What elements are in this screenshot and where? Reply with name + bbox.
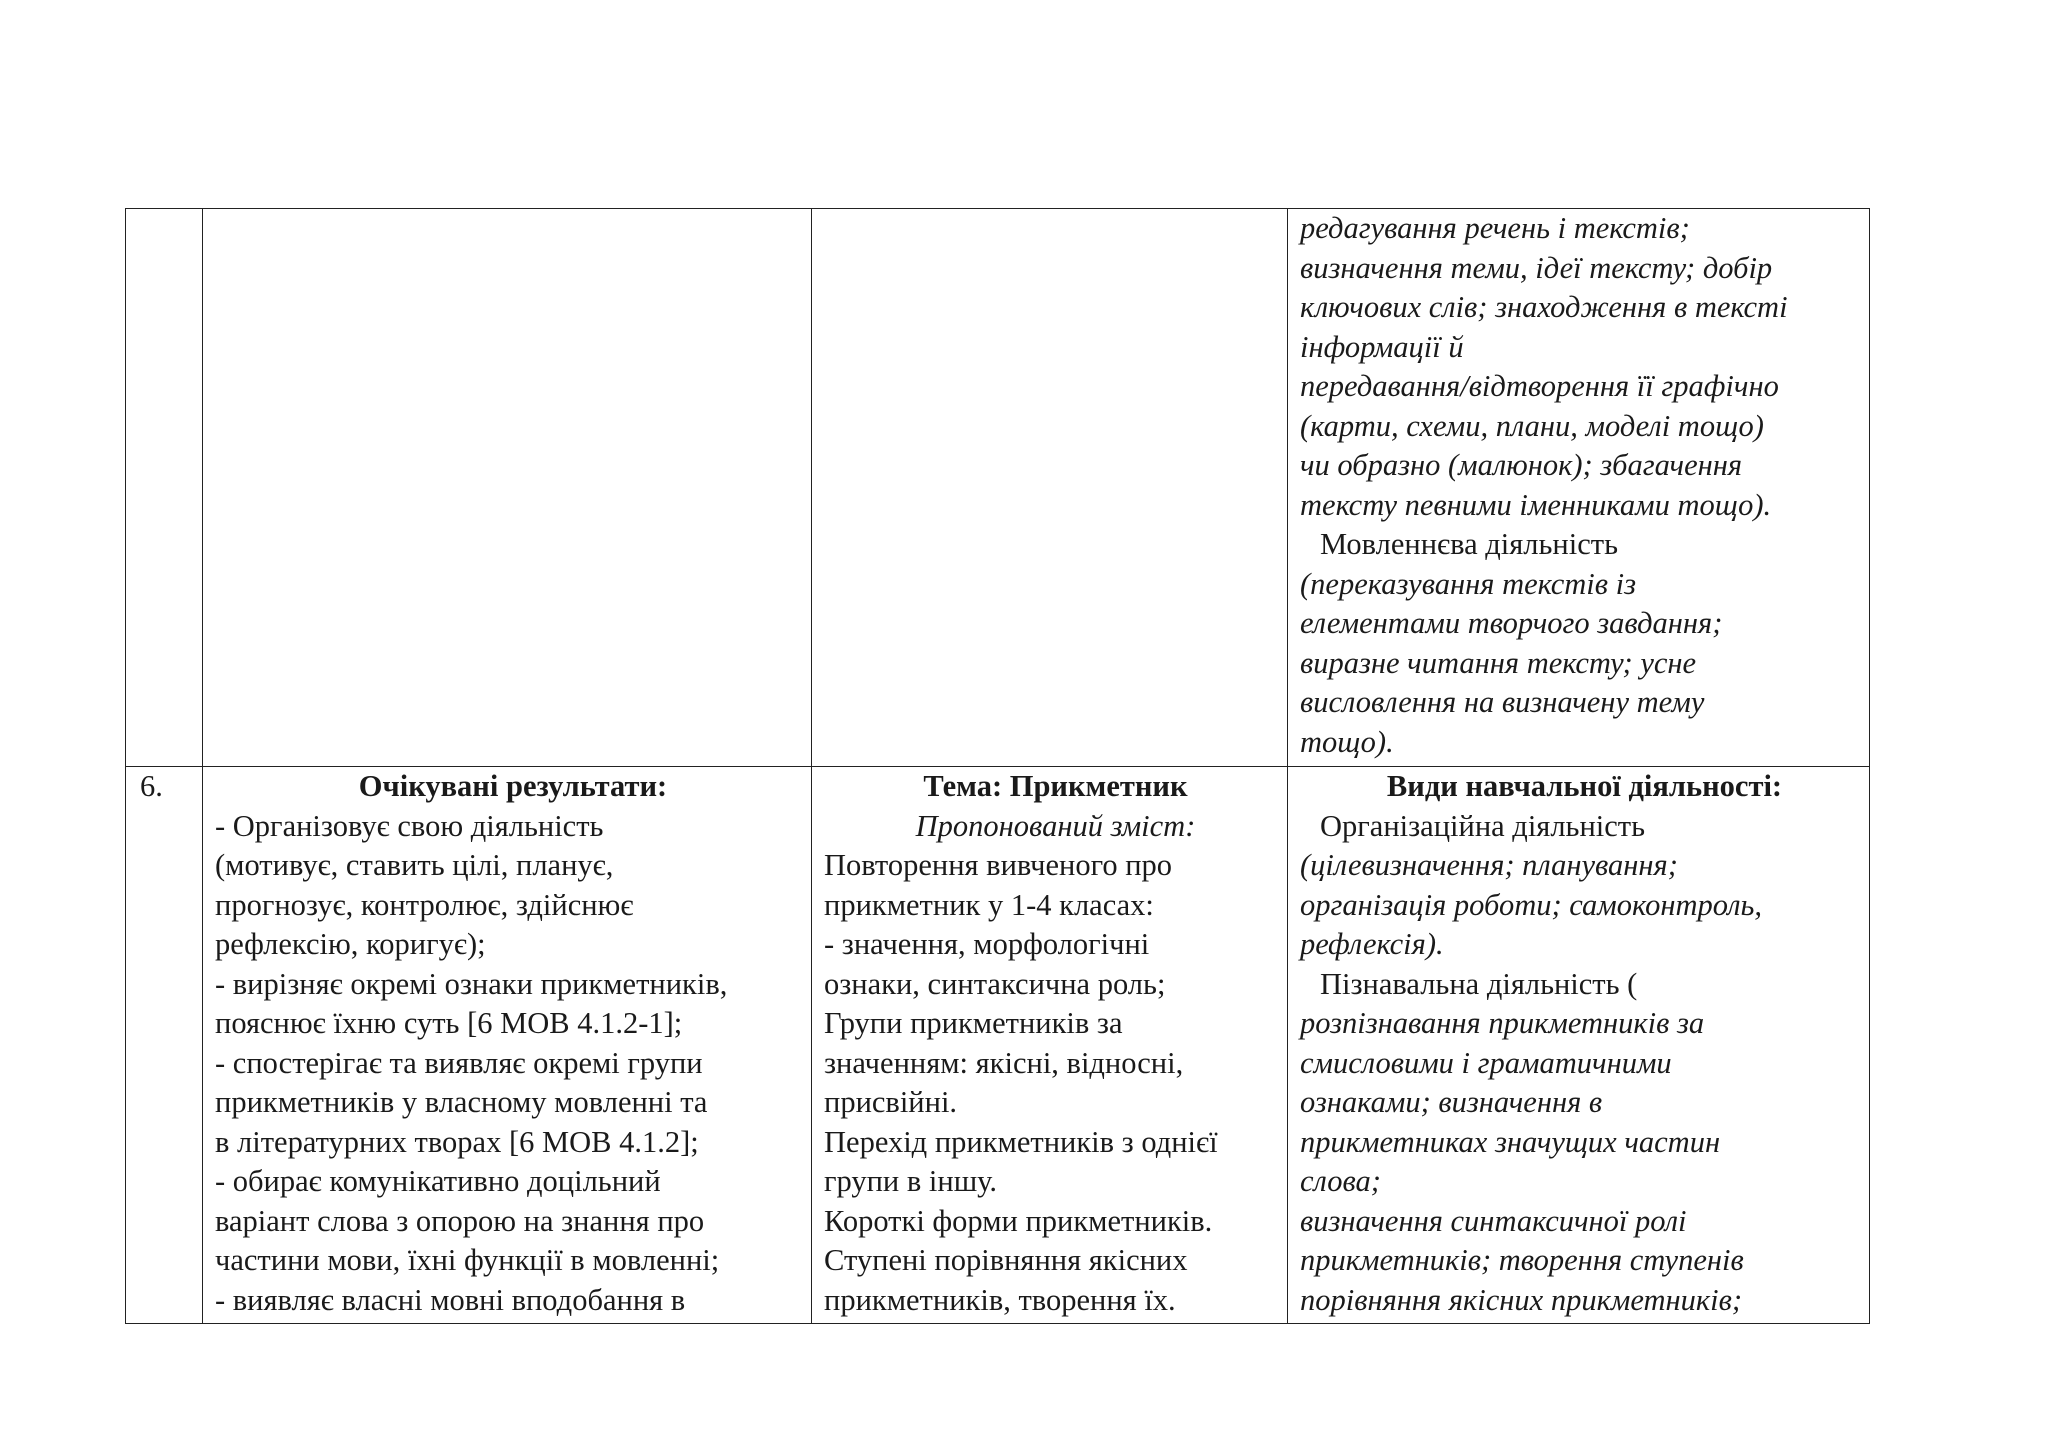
text-line: - спостерігає та виявляє окремі групи <box>215 1045 703 1080</box>
row1-activities-cell <box>1288 209 1870 767</box>
text-line: - виявляє власні мовні вподобання в <box>215 1282 686 1317</box>
row2-activities-cell <box>1288 767 1870 1324</box>
text-line: - обирає комунікативно доцільний <box>215 1164 661 1198</box>
text-line: виразне читання тексту; усне <box>1300 645 1697 680</box>
text-line: - Організовує свою діяльність <box>215 808 604 843</box>
text-line: пояснює їхню суть [6 МОВ 4.1.2-1]; <box>215 1006 683 1040</box>
text-line: визначення синтаксичної ролі <box>1300 1203 1687 1238</box>
text-line: Групи прикметників за <box>824 1006 1123 1040</box>
text-line: Пізнавальна діяльність ( <box>1320 966 1638 1001</box>
proposed-content-subheading: Пропонований зміст: <box>915 808 1196 843</box>
text-line: організація роботи; самоконтроль, <box>1300 887 1763 922</box>
text-line: Короткі форми прикметників. <box>824 1203 1213 1238</box>
row1-results-cell <box>203 209 812 767</box>
text-line: ознаки, синтаксична роль; <box>824 966 1166 1001</box>
row2-results-cell <box>203 767 812 1324</box>
row2-number-cell <box>126 767 203 1324</box>
text-line: Організаційна діяльність <box>1320 808 1646 843</box>
text-line: (мотивує, ставить цілі, планує, <box>215 848 614 882</box>
text-line: (переказування текстів із <box>1300 566 1637 601</box>
text-line: (карти, схеми, плани, моделі тощо) <box>1300 408 1764 443</box>
text-line: слова; <box>1300 1164 1381 1198</box>
text-line: прикметників, творення їх. <box>824 1282 1176 1317</box>
activities-list <box>1300 807 1869 1321</box>
expected-results-heading: Очікувані результати: <box>358 769 668 803</box>
curriculum-table <box>125 208 1870 1324</box>
text-line: прикметників; творення ступенів <box>1300 1243 1744 1277</box>
proposed-content-list <box>824 846 1287 1320</box>
row-number: 6. <box>140 769 163 803</box>
text-line: прикметниках значущих частин <box>1300 1124 1721 1159</box>
text-line: чи образно (малюнок); збагачення <box>1300 448 1743 482</box>
text-line: елементами творчого завдання; <box>1300 606 1723 640</box>
text-line: в літературних творах [6 МОВ 4.1.2]; <box>215 1124 699 1159</box>
row1-number-cell <box>126 209 203 767</box>
text-line: ознаками; визначення в <box>1300 1085 1603 1119</box>
text-line: тексту певними іменниками тощо). <box>1300 487 1772 522</box>
table-row <box>126 767 1870 1324</box>
text-line: Перехід прикметників з однієї <box>824 1124 1218 1159</box>
text-line: прикметник у 1-4 класах: <box>824 887 1154 922</box>
text-line: порівняння якісних прикметників; <box>1300 1282 1742 1317</box>
text-line: прогнозує, контролює, здійснює <box>215 887 634 922</box>
text-line: ключових слів; знаходження в тексті <box>1300 290 1788 324</box>
text-line: Повторення вивченого про <box>824 848 1173 882</box>
table-row <box>126 209 1870 767</box>
row1-activities-text <box>1300 209 1869 762</box>
text-line: визначення теми, ідеї тексту; добір <box>1300 250 1773 285</box>
activities-heading: Види навчальної діяльності: <box>1386 769 1783 803</box>
text-line: передавання/відтворення її графічно <box>1300 369 1779 403</box>
text-line: рефлексія). <box>1300 927 1444 961</box>
text-line: редагування речень і текстів; <box>1300 211 1690 245</box>
text-line: варіант слова з опорою на знання про <box>215 1203 705 1238</box>
text-line: присвійні. <box>824 1085 958 1119</box>
text-line: прикметників у власному мовленні та <box>215 1085 708 1119</box>
text-line: тощо). <box>1300 724 1394 759</box>
text-line: смисловими і граматичними <box>1300 1045 1672 1080</box>
text-line: інформації й <box>1300 329 1464 364</box>
text-line: (цілевизначення; планування; <box>1300 848 1678 882</box>
row2-content-cell <box>812 767 1288 1324</box>
text-line: рефлексію, коригує); <box>215 927 486 961</box>
text-line: Ступені порівняння якісних <box>824 1243 1188 1277</box>
text-line: Мовленнєва діяльність <box>1320 527 1618 561</box>
topic-heading: Тема: Прикметник <box>923 769 1188 803</box>
text-line: розпізнавання прикметників за <box>1300 1006 1705 1040</box>
row1-content-cell <box>812 209 1288 767</box>
text-line: - значення, морфологічні <box>824 927 1150 961</box>
text-line: групи в іншу. <box>824 1164 998 1198</box>
expected-results-list <box>215 807 811 1321</box>
text-line: висловлення на визначену тему <box>1300 685 1705 719</box>
text-line: частини мови, їхні функції в мовленні; <box>215 1243 720 1277</box>
text-line: - вирізняє окремі ознаки прикметників, <box>215 966 728 1001</box>
text-line: значенням: якісні, відносні, <box>824 1045 1184 1080</box>
